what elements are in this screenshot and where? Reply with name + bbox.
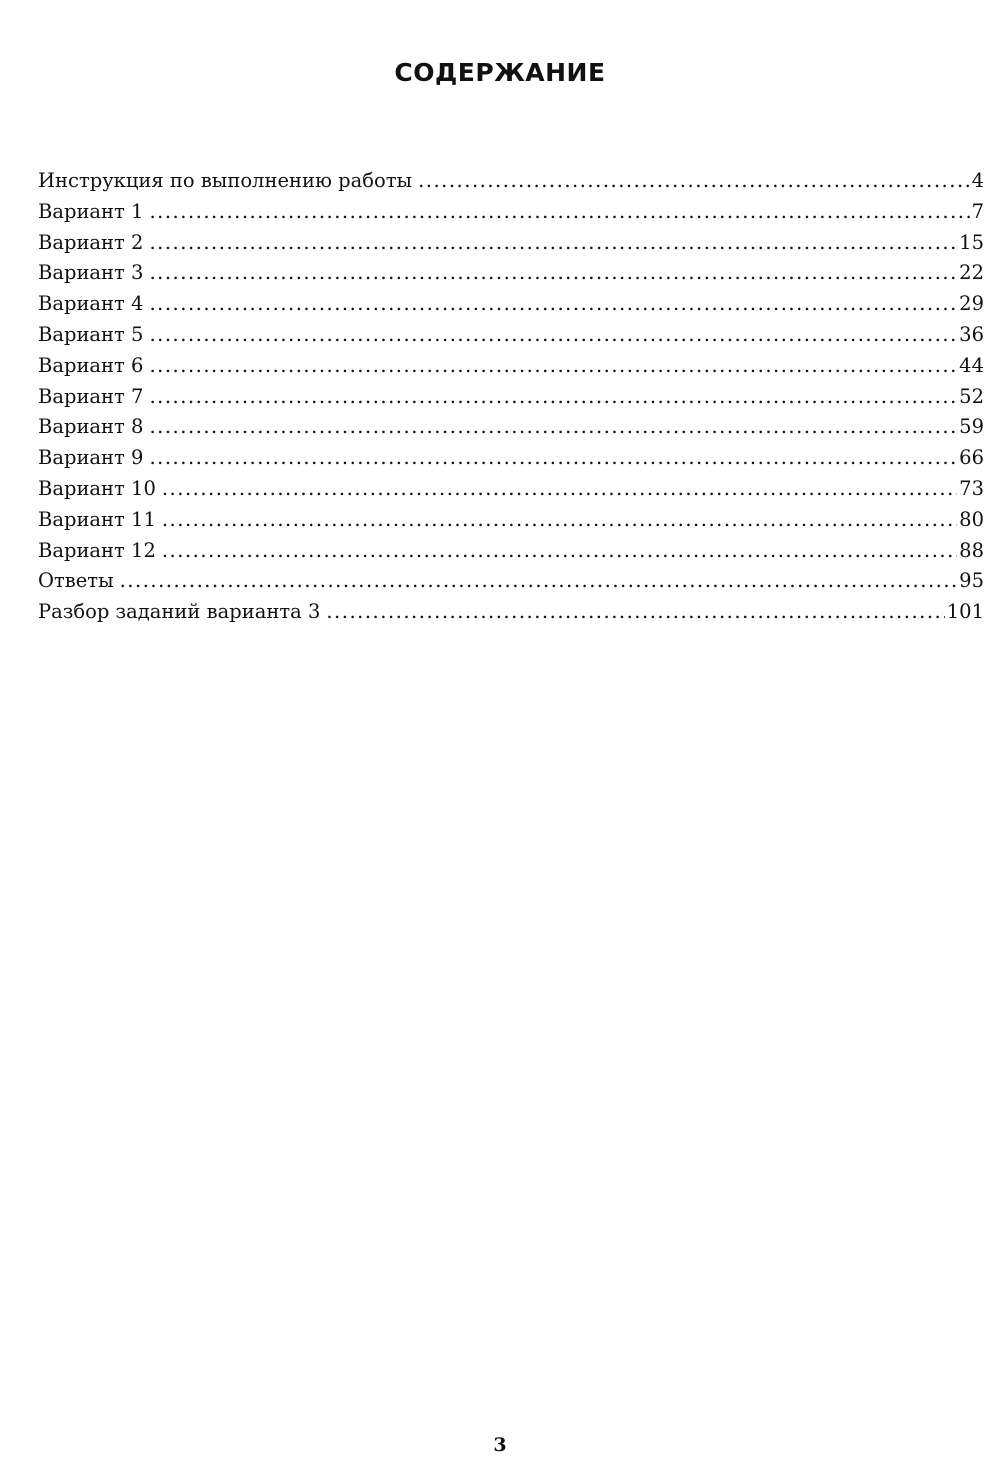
toc-entry-variant-8[interactable] (38, 412, 984, 443)
toc-entry-label: Вариант 9 (38, 446, 144, 470)
toc-entry-label: Ответы (38, 569, 114, 593)
dot-leader (149, 351, 957, 382)
toc-entry-label: Разбор заданий варианта 3 (38, 600, 321, 624)
toc-entry-variant-3-analysis[interactable] (38, 597, 984, 628)
toc-entry-page: 15 (959, 230, 984, 254)
dot-leader (149, 443, 957, 474)
toc-entry-page: 80 (959, 507, 984, 531)
toc-entry-variant-7[interactable] (38, 382, 984, 413)
dot-leader (162, 474, 957, 505)
table-of-contents (38, 166, 984, 628)
toc-entry-label: Вариант 7 (38, 384, 144, 408)
dot-leader (162, 505, 957, 536)
toc-entry-label: Вариант 12 (38, 538, 156, 562)
toc-entry-answers[interactable] (38, 566, 984, 597)
page-title: СОДЕРЖАНИЕ (394, 58, 606, 87)
dot-leader (120, 566, 958, 597)
toc-entry-page: 7 (971, 199, 984, 223)
toc-entry-variant-12[interactable] (38, 536, 984, 567)
toc-entry-variant-2[interactable] (38, 228, 984, 259)
toc-entry-page: 44 (959, 353, 984, 377)
dot-leader (162, 536, 957, 567)
dot-leader (149, 412, 957, 443)
toc-entry-variant-4[interactable] (38, 289, 984, 320)
toc-entry-label: Вариант 10 (38, 476, 156, 500)
toc-entry-variant-10[interactable] (38, 474, 984, 505)
dot-leader (149, 382, 957, 413)
dot-leader (149, 258, 957, 289)
toc-entry-label: Вариант 2 (38, 230, 144, 254)
toc-entry-variant-5[interactable] (38, 320, 984, 351)
toc-entry-page: 52 (959, 384, 984, 408)
toc-entry-variant-3[interactable] (38, 258, 984, 289)
toc-entry-instructions[interactable] (38, 166, 984, 197)
toc-entry-variant-1[interactable] (38, 197, 984, 228)
toc-entry-variant-11[interactable] (38, 505, 984, 536)
toc-entry-label: Вариант 11 (38, 507, 156, 531)
dot-leader (149, 289, 957, 320)
toc-entry-label: Вариант 8 (38, 415, 144, 439)
dot-leader (149, 197, 969, 228)
toc-entry-variant-9[interactable] (38, 443, 984, 474)
toc-entry-page: 66 (959, 446, 984, 470)
toc-entry-page: 95 (959, 569, 984, 593)
toc-entry-label: Вариант 5 (38, 322, 144, 346)
toc-entry-variant-6[interactable] (38, 351, 984, 382)
page-number: 3 (493, 1434, 507, 1456)
toc-entry-page: 73 (959, 476, 984, 500)
dot-leader (149, 228, 957, 259)
toc-entry-page: 59 (959, 415, 984, 439)
dot-leader (149, 320, 957, 351)
toc-entry-page: 88 (959, 538, 984, 562)
toc-entry-page: 101 (946, 600, 984, 624)
toc-entry-label: Вариант 4 (38, 292, 144, 316)
toc-entry-label: Вариант 6 (38, 353, 144, 377)
toc-entry-page: 36 (959, 322, 984, 346)
toc-entry-page: 29 (959, 292, 984, 316)
dot-leader (326, 597, 944, 628)
toc-entry-label: Вариант 1 (38, 199, 144, 223)
toc-entry-page: 22 (959, 261, 984, 285)
dot-leader (418, 166, 970, 197)
toc-entry-page: 4 (971, 169, 984, 192)
toc-entry-label: Вариант 3 (38, 261, 144, 285)
toc-entry-label: Инструкция по выполнению работы (38, 169, 413, 192)
